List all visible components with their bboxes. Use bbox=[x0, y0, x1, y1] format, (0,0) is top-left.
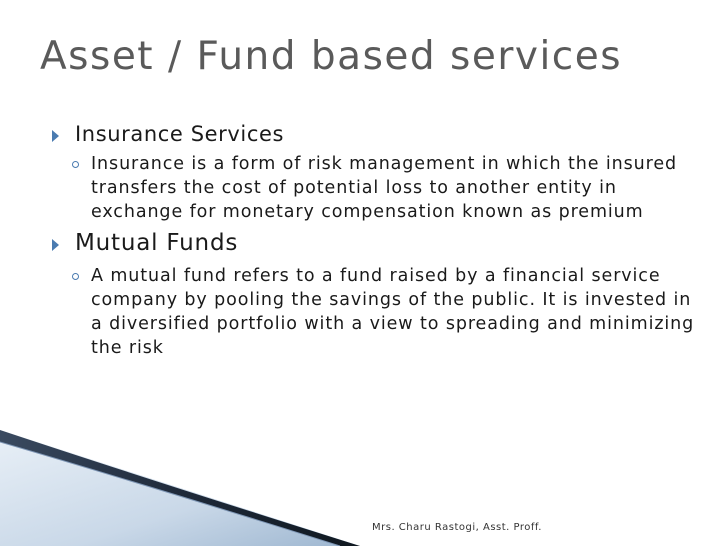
bullet-insurance-services bbox=[50, 120, 700, 148]
slide-title: Asset / Fund based services bbox=[40, 34, 623, 79]
bullet-label: Mutual Funds bbox=[75, 230, 239, 256]
sub-bullet-text: A mutual fund refers to a fund raised by a financial service company by pooling the savings of the public. It is invested in a diversified portfolio with a view to spreading and minimizing the risk bbox=[91, 266, 695, 358]
wedge-light-area bbox=[0, 430, 360, 546]
bullet-label: Insurance Services bbox=[75, 122, 285, 146]
sub-bullet-circle-icon bbox=[72, 161, 79, 168]
slide-content bbox=[50, 120, 700, 360]
sub-bullet-circle-icon bbox=[72, 273, 79, 280]
sub-bullet-mutual-fund-definition bbox=[50, 264, 700, 360]
bullet-arrow-icon bbox=[52, 239, 59, 251]
bullet-arrow-icon bbox=[52, 130, 59, 142]
decorative-wedge bbox=[0, 420, 728, 546]
slide-footer-author: Mrs. Charu Rastogi, Asst. Proff. bbox=[372, 522, 542, 533]
sub-bullet-insurance-definition bbox=[50, 152, 700, 224]
sub-bullet-text: Insurance is a form of risk management in which the insured transfers the cost of potential loss to another entity in exchange for monetary compensation known as premium bbox=[91, 154, 677, 222]
bullet-mutual-funds bbox=[50, 226, 700, 260]
